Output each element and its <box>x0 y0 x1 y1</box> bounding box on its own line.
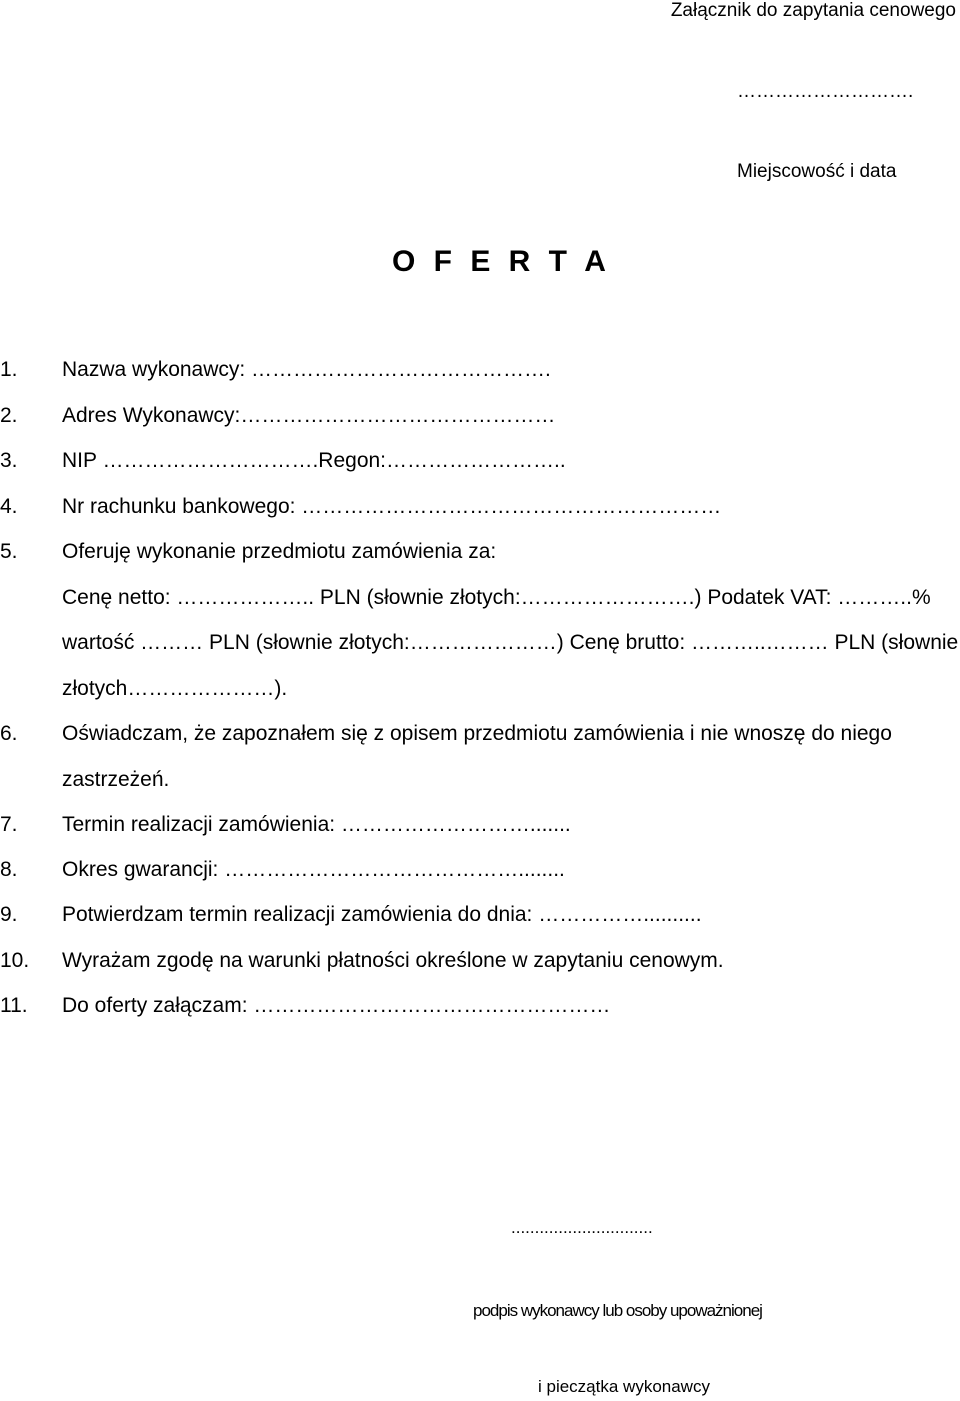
item-text: Adres Wykonawcy:……………………………………… <box>62 404 556 427</box>
stamp-label: i pieczątka wykonawcy <box>538 1377 710 1396</box>
item-number: 7. <box>0 813 18 836</box>
item-number: 11. <box>0 994 28 1017</box>
item-text: Nazwa wykonawcy: ……………………………………. <box>62 358 551 381</box>
item-continuation: zastrzeżeń. <box>62 768 170 791</box>
item-text: Termin realizacji zamówienia: ………………………....... <box>62 813 571 836</box>
item-text: Oferuję wykonanie przedmiotu zamówienia za: <box>62 540 497 563</box>
document-title: O F E R T A <box>392 245 611 278</box>
price-line-words: złotych…………………). <box>62 677 288 700</box>
signature-line: .............................. <box>511 1218 653 1237</box>
item-number: 5. <box>0 540 18 563</box>
item-number: 6. <box>0 722 18 745</box>
item-number: 4. <box>0 495 18 518</box>
item-text: Do oferty załączam: …………………………………………… <box>62 994 611 1017</box>
item-text: Potwierdzam termin realizacji zamówienia do dnia: …………….......... <box>62 903 702 926</box>
place-date-label: Miejscowość i data <box>737 161 897 182</box>
item-number: 9. <box>0 903 18 926</box>
item-text: NIP ………………………….Regon:…………………….. <box>62 449 566 472</box>
item-text: Wyrażam zgodę na warunki płatności określone w zapytaniu cenowym. <box>62 949 724 972</box>
item-number: 10. <box>0 949 30 972</box>
signature-label: podpis wykonawcy lub osoby upoważnionej <box>473 1301 762 1320</box>
price-line-net: Cenę netto: ……………….. PLN (słownie złotych:…………………….) Podatek VAT: ………..% <box>62 586 931 609</box>
price-line-vat: wartość ……… PLN (słownie złotych:…………………) Cenę brutto: ………..……… PLN (słownie <box>62 631 959 654</box>
place-date-dots: ………………………. <box>737 81 914 102</box>
item-number: 8. <box>0 858 18 881</box>
item-number: 1. <box>0 358 18 381</box>
item-number: 2. <box>0 404 18 427</box>
item-text: Nr rachunku bankowego: …………………………………………………… <box>62 495 722 518</box>
item-text: Okres gwarancji: ……………………………………........ <box>62 858 565 881</box>
item-text: Oświadczam, że zapoznałem się z opisem przedmiotu zamówienia i nie wnoszę do niego <box>62 722 892 745</box>
attachment-note: Załącznik do zapytania cenowego <box>670 0 956 21</box>
item-number: 3. <box>0 449 18 472</box>
